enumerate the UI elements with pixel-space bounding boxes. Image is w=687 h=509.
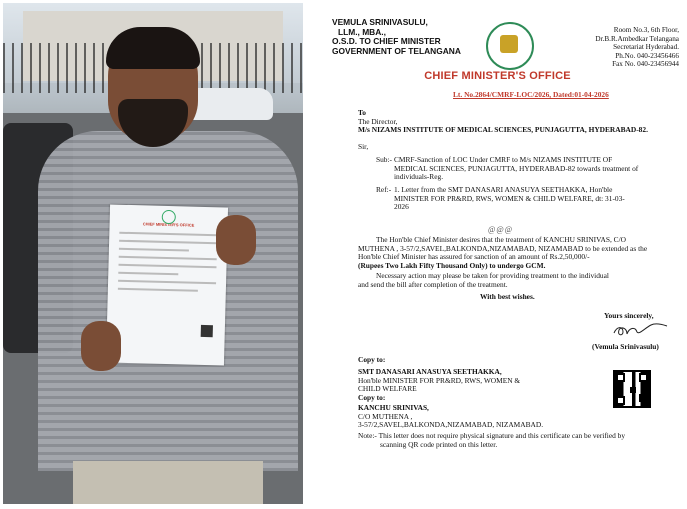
signatory-name: (Vemula Srinivasulu) xyxy=(592,342,659,351)
copy-to-1-recipient: SMT DANASARI ANASUYA SEETHAKKA, Hon'ble MINISTER FOR PR&RD, RWS, WOMEN & CHILD WELFARE xyxy=(358,367,521,394)
reference-text: 1. Letter from the SMT DANASARI ANASUYA SEETHAKKA, Hon'ble MINISTER FOR PR&RD, RWS, WOMEN & CHILD WELFARE, dt: 31-03- 2026 xyxy=(394,185,625,212)
copy-to-1-label: Copy to: xyxy=(358,355,386,364)
photo-man-holding-letter xyxy=(3,3,303,504)
photo-right-hand xyxy=(216,215,256,265)
best-wishes: With best wishes. xyxy=(480,292,535,301)
photo-letter-heading: CHIEF MINISTER'S OFFICE xyxy=(142,221,195,228)
copy-to-2-label: Copy to: xyxy=(358,393,386,402)
signature-image xyxy=(611,322,671,338)
photo-left-hand xyxy=(81,321,121,371)
ornament-divider: @@@ xyxy=(488,225,514,234)
cmo-letter xyxy=(308,0,687,509)
office-title: CHIEF MINISTER'S OFFICE xyxy=(424,70,571,82)
letter-body: The Hon'ble Chief Minister desires that the treatment of KANCHU SRINIVAS, C/O MUTHENA , 3-57/2,SAVEL,BALKONDA,NIZAMABAD, NIZAMABAD to be extended as the Hon'ble Chief Minister has assured for sanction of an amount of Rs.2,50,000/- (Rupees Two Lakh Fifty Thousand Only) to undergo GCM. Necessary action may please be taken for providing treatment to the individual and send the bill after completion of the treatment. xyxy=(358,235,648,289)
photo-trousers xyxy=(73,461,263,504)
subject-label: Sub:- xyxy=(376,155,393,164)
verification-note: Note:- This letter does not require physical signature and this certificate can be verified by scanning QR code printed on this letter. xyxy=(358,431,626,449)
reference-label: Ref:- xyxy=(376,185,392,194)
photo-held-letter xyxy=(106,204,228,365)
letter-reference-number: Lt. No.2864/CMRF-LOC/2026, Dated:01-04-2026 xyxy=(453,90,609,99)
copy-to-2-recipient: KANCHU SRINIVAS, C/O MUTHENA , 3-57/2,SAVEL,BALKONDA,NIZAMABAD, NIZAMABAD. xyxy=(358,403,544,430)
letterhead-sender: VEMULA SRINIVASULU, LLM., MBA., O.S.D. TO CHIEF MINISTER GOVERNMENT OF TELANGANA xyxy=(332,17,461,56)
qr-code-icon xyxy=(613,370,651,408)
closing: Yours sincerely, xyxy=(604,311,654,320)
telangana-emblem-icon xyxy=(486,22,534,70)
photo-hair xyxy=(106,27,200,69)
photo-letter-qr-icon xyxy=(201,325,213,337)
salutation: Sir, xyxy=(358,142,369,151)
subject-text: CMRF-Sanction of LOC Under CMRF to M/s NIZAMS INSTITUTE OF MEDICAL SCIENCES, PUNJAGUTTA, HYDERABAD-82 towards treatment of individuals-Reg. xyxy=(394,155,639,182)
addressee: To The Director, M/s NIZAMS INSTITUTE OF MEDICAL SCIENCES, PUNJAGUTTA, HYDERABAD-82. xyxy=(358,108,648,135)
letterhead-address: Room No.3, 6th Floor, Dr.B.R.Ambedkar Telangana Secretariat Hyderabad. Ph.No. 040-23456466 Fax No. 040-23456944 xyxy=(595,26,679,69)
